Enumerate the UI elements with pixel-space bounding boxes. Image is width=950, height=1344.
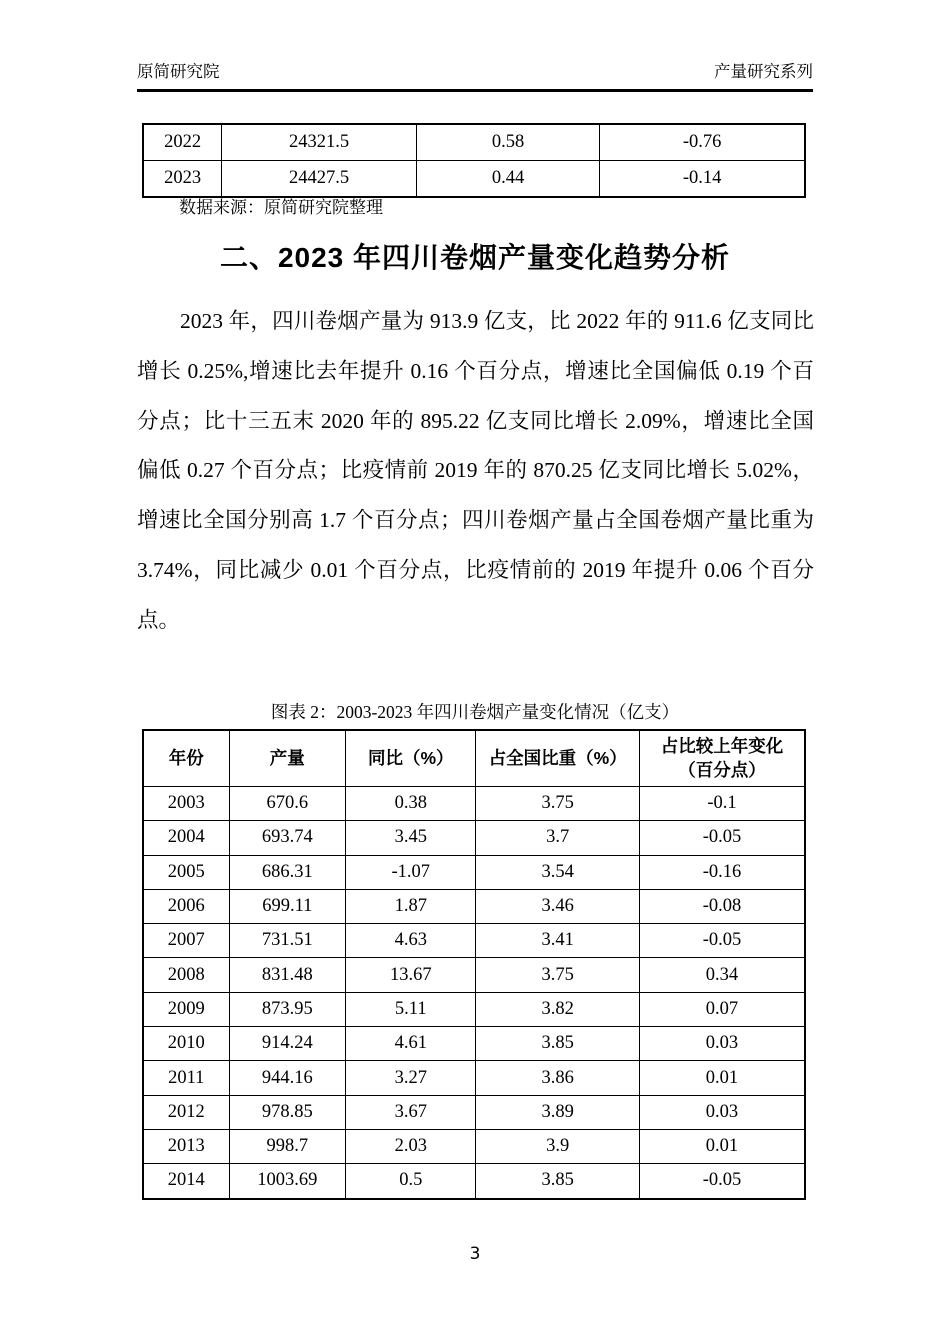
table-cell: 3.75 — [476, 958, 640, 992]
table-cell: 2014 — [143, 1164, 229, 1199]
table-cell: -0.76 — [600, 124, 805, 161]
table-row — [143, 787, 805, 821]
national-output-table — [142, 123, 806, 198]
table-row — [143, 958, 805, 992]
table-cell: -0.05 — [639, 924, 805, 958]
table-cell: -0.05 — [639, 1164, 805, 1199]
table-cell: 0.38 — [346, 787, 476, 821]
table-cell: 13.67 — [346, 958, 476, 992]
table-row — [143, 161, 805, 198]
table-cell: 2005 — [143, 855, 229, 889]
table-cell: 3.9 — [476, 1129, 640, 1163]
table-row — [143, 992, 805, 1026]
table-cell: 2007 — [143, 924, 229, 958]
col-header-national-share: 占全国比重（%） — [476, 730, 640, 787]
table-cell: 0.58 — [416, 124, 599, 161]
table-cell: 2013 — [143, 1129, 229, 1163]
sichuan-output-table-body — [143, 787, 805, 1199]
table-cell: 873.95 — [229, 992, 346, 1026]
national-output-table-body — [143, 124, 805, 197]
table-cell: -0.16 — [639, 855, 805, 889]
table-cell: 2011 — [143, 1061, 229, 1095]
table-cell: 0.5 — [346, 1164, 476, 1199]
table-cell: 24427.5 — [222, 161, 417, 198]
table-header-row — [143, 730, 805, 787]
col-header-share-change — [639, 730, 805, 787]
table-cell: 686.31 — [229, 855, 346, 889]
table-cell: 3.41 — [476, 924, 640, 958]
table-cell: 3.45 — [346, 821, 476, 855]
table-cell: 5.11 — [346, 992, 476, 1026]
table-cell: 0.44 — [416, 161, 599, 198]
table-row — [143, 1095, 805, 1129]
table-caption: 图表 2：2003-2023 年四川卷烟产量变化情况（亿支） — [270, 702, 680, 722]
header-rule — [137, 89, 813, 92]
table-cell: -1.07 — [346, 855, 476, 889]
table-row — [143, 821, 805, 855]
table-cell: -0.05 — [639, 821, 805, 855]
table-cell: 0.01 — [639, 1129, 805, 1163]
table-cell: 3.89 — [476, 1095, 640, 1129]
table-cell: 944.16 — [229, 1061, 346, 1095]
table-cell: 2004 — [143, 821, 229, 855]
table-cell: 24321.5 — [222, 124, 417, 161]
table-cell: 3.86 — [476, 1061, 640, 1095]
table-cell: 0.34 — [639, 958, 805, 992]
table-cell: 2003 — [143, 787, 229, 821]
table-cell: 0.01 — [639, 1061, 805, 1095]
table-cell: 3.85 — [476, 1027, 640, 1061]
analysis-paragraph: 2023 年，四川卷烟产量为 913.9 亿支，比 2022 年的 911.6 亿支同比增长 0.25%,增速比去年提升 0.16 个百分点，增速比全国偏低 0.19 个百分点；比十三五末 2020 年的 895.22 亿支同比增长 2.09%，增速比全国偏低 0.27 个百分点；比疫情前 2019 年的 870.25 亿支同比增长 5.02%，增速比全国分别高 1.7 个百分点；四川卷烟产量占全国卷烟产量比重为 3.74%，同比减少 0.01 个百分点，比疫情前的 2019 年提升 0.06 个百分点。 — [137, 309, 814, 632]
table-cell: -0.14 — [600, 161, 805, 198]
table-cell: 0.03 — [639, 1027, 805, 1061]
table-cell: 831.48 — [229, 958, 346, 992]
table-cell: 1.87 — [346, 889, 476, 923]
table-cell: 2008 — [143, 958, 229, 992]
table-cell: -0.08 — [639, 889, 805, 923]
table-cell: 3.54 — [476, 855, 640, 889]
table-cell: 2022 — [143, 124, 222, 161]
table-cell: 2006 — [143, 889, 229, 923]
table-cell: 3.82 — [476, 992, 640, 1026]
col-header-share-change-line1: 占比较上年变化 — [660, 735, 784, 756]
table-row — [143, 124, 805, 161]
table-row — [143, 855, 805, 889]
table-cell: 2023 — [143, 161, 222, 198]
table-cell: 731.51 — [229, 924, 346, 958]
table-cell: 3.85 — [476, 1164, 640, 1199]
table-cell: 998.7 — [229, 1129, 346, 1163]
table-cell: -0.1 — [639, 787, 805, 821]
running-header — [137, 63, 813, 83]
table-cell: 0.03 — [639, 1095, 805, 1129]
table-cell: 2010 — [143, 1027, 229, 1061]
table-row — [143, 1061, 805, 1095]
table-cell: 2012 — [143, 1095, 229, 1129]
data-source-note: 数据来源：原简研究院整理 — [179, 198, 383, 217]
page-number: 3 — [469, 1244, 481, 1264]
table-cell: 670.6 — [229, 787, 346, 821]
page-footer — [0, 1244, 950, 1264]
table-cell: 2009 — [143, 992, 229, 1026]
table-cell: 914.24 — [229, 1027, 346, 1061]
table-row — [143, 924, 805, 958]
table-cell: 2.03 — [346, 1129, 476, 1163]
col-header-share-change-line2: （百分点） — [678, 759, 766, 780]
table-cell: 3.46 — [476, 889, 640, 923]
table-cell: 4.63 — [346, 924, 476, 958]
table-row — [143, 1164, 805, 1199]
section-heading: 二、2023 年四川卷烟产量变化趋势分析 — [219, 242, 731, 273]
table-row — [143, 1027, 805, 1061]
table-cell: 978.85 — [229, 1095, 346, 1129]
table-cell: 3.75 — [476, 787, 640, 821]
table-cell: 3.27 — [346, 1061, 476, 1095]
table-cell: 1003.69 — [229, 1164, 346, 1199]
col-header-yoy: 同比（%） — [346, 730, 476, 787]
table-cell: 699.11 — [229, 889, 346, 923]
col-header-year: 年份 — [143, 730, 229, 787]
sichuan-output-table-header — [143, 730, 805, 787]
table-cell: 693.74 — [229, 821, 346, 855]
table-cell: 3.67 — [346, 1095, 476, 1129]
table-cell: 0.07 — [639, 992, 805, 1026]
col-header-output: 产量 — [229, 730, 346, 787]
table-row — [143, 889, 805, 923]
table-cell: 3.7 — [476, 821, 640, 855]
header-right-text: 产量研究系列 — [714, 63, 813, 81]
table-row — [143, 1129, 805, 1163]
table-cell: 4.61 — [346, 1027, 476, 1061]
header-left-text: 原简研究院 — [137, 63, 220, 81]
sichuan-output-table — [142, 729, 806, 1200]
